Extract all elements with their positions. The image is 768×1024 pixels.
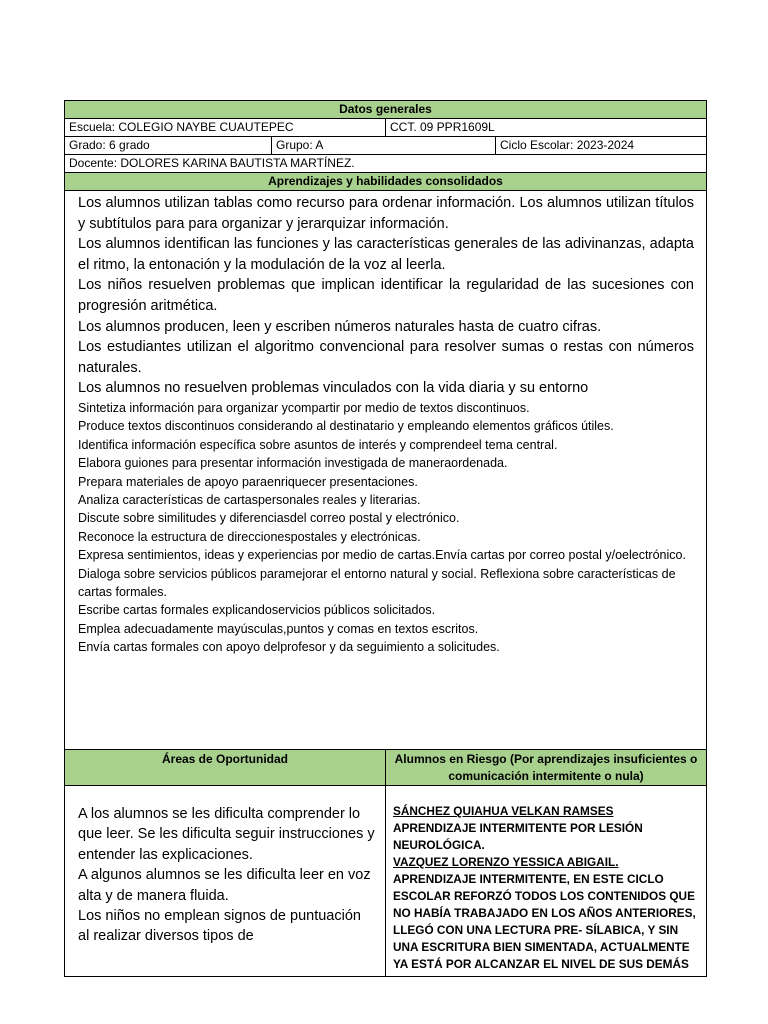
skill-item: Sintetiza información para organizar ycompartir por medio de textos discontinuos. — [78, 400, 530, 415]
learnings-header: Aprendizajes y habilidades consolidados — [268, 174, 503, 188]
learning-item: Los alumnos no resuelven problemas vinculados con la vida diaria y su entorno — [78, 380, 589, 397]
opportunity-item: A los alumnos se les dificulta comprender lo que leer. Se les dificulta seguir instrucciones y entender las explicaciones. — [78, 806, 375, 863]
skill-item: Reconoce la estructura de direccionespostales y electrónicas. — [78, 529, 421, 544]
skill-item: Emplea adecuadamente mayúsculas,puntos y comas en textos escritos. — [78, 621, 479, 636]
skill-item: Prepara materiales de apoyo paraenriquecer presentaciones. — [78, 474, 418, 489]
skill-item: Identifica información específica sobre asuntos de interés y comprendeel tema central. — [78, 437, 558, 452]
risk-student-note: APRENDIZAJE INTERMITENTE POR LESIÓN NEUROLÓGICA. — [393, 821, 643, 852]
skill-item: Expresa sentimientos, ideas y experiencias por medio de cartas.Envía cartas por correo postal y/oelectrónico. — [78, 548, 686, 563]
skill-item: Produce textos discontinuos considerando al destinatario y empleando elementos gráficos útiles. — [78, 419, 614, 434]
group-cell: Grupo: A — [272, 137, 496, 154]
grade-cell: Grado: 6 grado — [65, 137, 272, 154]
learning-item: Los niños resuelven problemas que implican identificar la regularidad de las sucesiones con progresión aritmética. — [78, 277, 694, 314]
cycle-cell: Ciclo Escolar: 2023-2024 — [500, 138, 635, 152]
teacher-row — [65, 155, 706, 173]
opportunity-risk-header-row — [65, 750, 706, 786]
opportunity-header: Áreas de Oportunidad — [65, 750, 386, 785]
skill-item: Escribe cartas formales explicandoservicios públicos solicitados. — [78, 603, 436, 618]
risk-body — [386, 786, 706, 976]
general-header: Datos generales — [339, 102, 432, 116]
learning-item: Los alumnos identifican las funciones y las características generales de las adivinanzas, adapta el ritmo, la entonación y la modulación de la voz al leerla. — [78, 236, 694, 273]
skill-item: Discute sobre similitudes y diferenciasdel correo postal y electrónico. — [78, 511, 460, 526]
learning-item: Los alumnos producen, leen y escriben números naturales hasta de cuatro cifras. — [78, 318, 602, 335]
general-data-table — [64, 100, 707, 977]
risk-header: Alumnos en Riesgo (Por aprendizajes insuficientes o comunicación intermitente o nula) — [394, 752, 698, 783]
opportunity-item: Los niños no emplean signos de puntuación al realizar diversos tipos de — [78, 908, 361, 945]
risk-student-name: VAZQUEZ LORENZO YESSICA ABIGAIL. — [393, 855, 619, 869]
learnings-body — [65, 191, 706, 749]
grade-row — [65, 137, 706, 155]
opportunity-item: A algunos alumnos se les dificulta leer en voz alta y de manera fluida. — [78, 867, 371, 904]
opportunity-body — [65, 786, 386, 976]
skill-item: Envía cartas formales con apoyo delprofesor y da seguimiento a solicitudes. — [78, 640, 500, 655]
learning-item: Los estudiantes utilizan el algoritmo convencional para resolver sumas o restas con números naturales. — [78, 339, 694, 376]
teacher-cell: Docente: DOLORES KARINA BAUTISTA MARTÍNEZ. — [69, 156, 355, 170]
risk-student-note: APRENDIZAJE INTERMITENTE, EN ESTE CICLO ESCOLAR REFORZÓ TODOS LOS CONTENIDOS QUE NO HABÍA TRABAJADO EN LOS AÑOS ANTERIORES, LLEGÓ CON UNA LECTURA PRE- SÍLABICA, Y SIN UNA ESCRITURA BIEN SIMENTADA, ACTUALMENTE YA ESTÁ POR ALCANZAR EL NIVEL DE SUS DEMÁS — [393, 872, 696, 971]
general-header-row — [65, 101, 706, 119]
skill-item: Analiza características de cartaspersonales reales y literarias. — [78, 492, 421, 507]
cct-cell: CCT. 09 PPR1609L — [390, 120, 495, 134]
school-cell: Escuela: COLEGIO NAYBE CUAUTEPEC — [65, 119, 386, 136]
learning-item: Los alumnos utilizan tablas como recurso para ordenar información. Los alumnos utilizan títulos y subtítulos para para organizar y jerarquizar información. — [78, 195, 694, 232]
school-row — [65, 119, 706, 137]
skill-item: Dialoga sobre servicios públicos paramejorar el entorno natural y social. Reflexiona sobre características de cartas formales. — [78, 566, 676, 599]
opportunity-risk-body-row — [65, 786, 706, 976]
learnings-header-row — [65, 173, 706, 191]
skill-item: Elabora guiones para presentar información investigada de maneraordenada. — [78, 456, 508, 471]
risk-student-name: SÁNCHEZ QUIAHUA VELKAN RAMSES — [393, 804, 614, 818]
learnings-row — [65, 191, 706, 750]
